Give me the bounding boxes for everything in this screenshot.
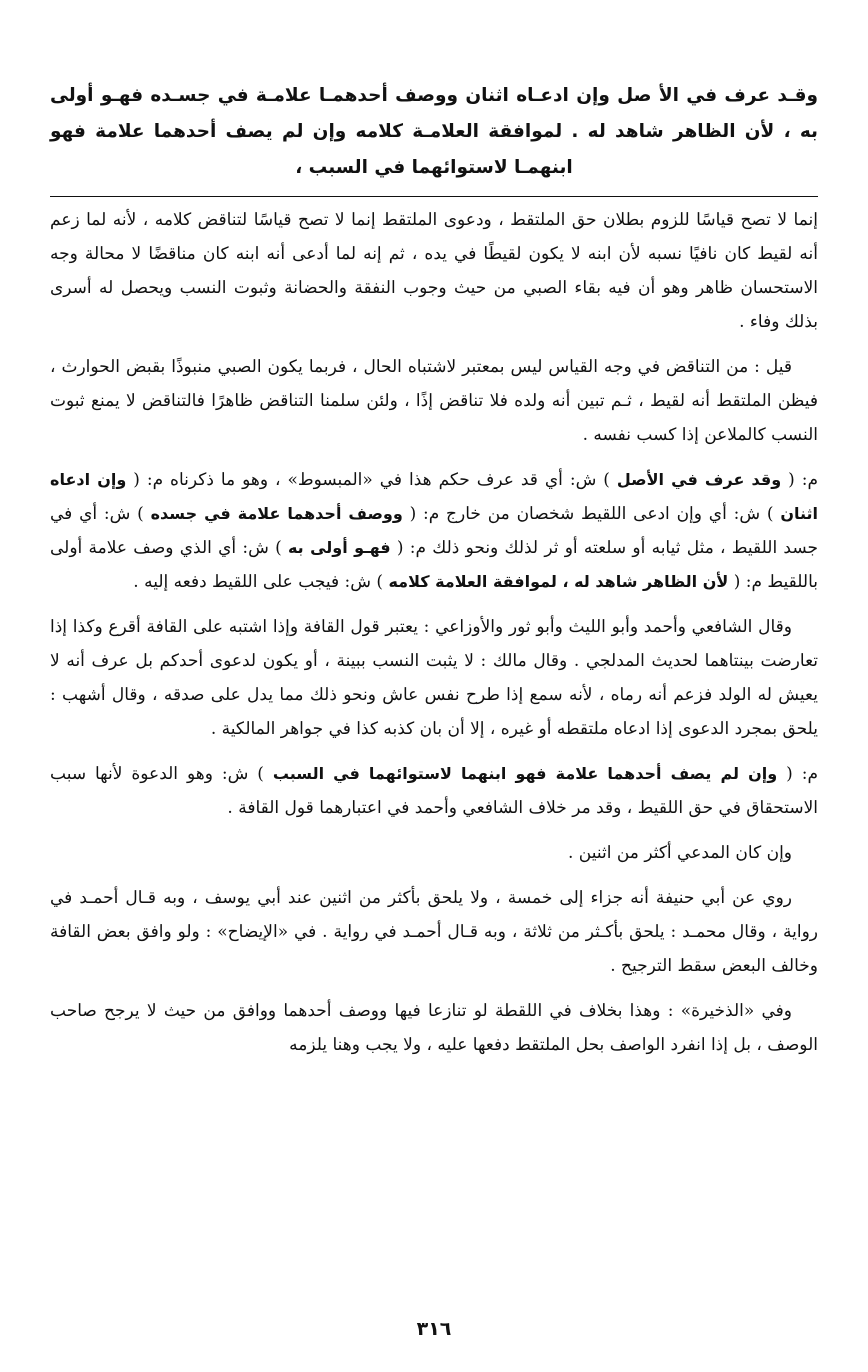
text-run: ) ش: فيجب على اللقيط دفعه إليه . <box>133 572 389 592</box>
text-run: ) ش: وهو الدعوة لأنها سبب الاستحقاق في حق اللقيط ، وقد مر خلاف الشافعي وأحمد في اعتبارهما قول القافة . <box>50 764 818 818</box>
quoted-matn: وإن ادعاه اثنان <box>50 470 818 523</box>
text-run: م: ( <box>781 470 818 490</box>
quoted-matn: فهـو أولى به <box>287 538 391 557</box>
main-text: وقـد عرف في الأ صل وإن ادعـاه اثنان ووصف أحدهمـا علامـة في جسـده فهـو أولى به ، لأن الظاهر شاهد له . لموافقة العلامـة كلامه وإن لم يصف أحدهما علامة فهو ابنهمـا لاستوائهما في السبب ، <box>50 85 818 178</box>
commentary-paragraph-6: وإن كان المدعي أكثر من اثنين . <box>568 843 792 863</box>
text-run: ) ش: أي وإن ادعى اللقيط شخصان من خارج م: ( <box>402 504 781 524</box>
quoted-matn: ووصف أحدهما علامة في جسده <box>150 504 403 523</box>
quoted-matn: لأن الظاهر شاهد له ، لموافقة العلامة كلامه <box>388 572 729 591</box>
commentary-paragraph-8: وفي «الذخيرة» : وهذا بخلاف في اللقطة لو تنازعا فيها ووصف أحدهما ووافق من حيث لا يرجح صاحب الوصف ، بل إذا انفرد الواصف بحل الملتقط دفعها عليه ، ولا يجب وهنا يلزمه <box>50 1001 818 1055</box>
text-run: ) ش: أي قد عرف حكم هذا في «المبسوط» ، وهو ما ذكرناه م: ( <box>126 470 617 490</box>
quoted-matn: وقد عرف في الأصل <box>616 470 782 489</box>
commentary-paragraph-4: وقال الشافعي وأحمد وأبو الليث وأبو ثور والأوزاعي : يعتبر قول القافة وإذا اشتبه على القافة أقرع وكذا إذا تعارضت بينتاهما لحديث المدلجي . وقال مالك : لا يثبت النسب ببينة ، أو يكون لدعوى أحدكم بل عرف أنه لا يعيش له الولد فزعم أنه رماه ، لأنه سمع إذا طرح نفس عاش ونحو ذلك مما يدل على صدقه ، وقال أشهب : يلحق بمجرد الدعوى إذا ادعاه ملتقطه أو غيره ، إلا أن بان كذبه كذا في جواهر المالكية . <box>50 617 818 739</box>
commentary-paragraph-5 <box>50 757 818 825</box>
quoted-matn: وإن لم يصف أحدهما علامة فهو ابنهما لاستوائهما في السبب <box>272 764 778 783</box>
commentary-paragraph-7: روي عن أبي حنيفة أنه جزاء إلى خمسة ، ولا يلحق بأكثر من اثنين عند أبي يوسف ، وبه قـال أحمـد في رواية ، وقال محمـد : يلحق بأكـثر من ثلاثة ، وبه قـال أحمـد في رواية . في «الإيضاح» : ولو وافق بعض القافة وخالف البعض سقط الترجيح . <box>50 888 818 976</box>
text-run: م: ( <box>777 764 818 784</box>
separator-line <box>50 196 818 197</box>
text-run: ) ش: أي الذي وصف علامة أولى باللقيط م: ( <box>50 538 818 592</box>
commentary-paragraph-3 <box>50 463 818 599</box>
page-number: ٣١٦ <box>416 1318 452 1340</box>
commentary-paragraph-1: إنما لا تصح قياسًا للزوم بطلان حق الملتقط ، ودعوى الملتقط إنما لا تصح قياسًا لتناقض كلامه ، لأنه لما زعم أنه لقيط كان نافيًا نسبه لأن ابنه لا يكون لقيطًا في يده ، ثم إنه لما أدعى أنه ابنه كان مناقضًا لا محالة وجه الاستحسان ظاهر وهو أن فيه بقاء الصبي من حيث وجوب النفقة والحضانة وثبوت النسب ويحصل له أسرى بذلك وفاء . <box>50 210 818 332</box>
text-run: ) ش: أي في جسد اللقيط ، مثل ثيابه أو سلعته أو ثر لذلك ونحو ذلك م: ( <box>50 504 819 558</box>
commentary-paragraph-2: قيل : من التناقض في وجه القياس ليس بمعتبر لاشتباه الحال ، فربما يكون الصبي منبوذًا بقبض الحوارث ، فيظن الملتقط أنه لقيط ، ثـم تبين أنه ولده فلا تناقض إذًا ، ولئن سلمنا التناقض ظاهرًا فالتناقض لا يمنع ثبوت النسب كالملاعن إذا كسب نفسه . <box>50 357 818 445</box>
page-body <box>50 78 818 1073</box>
